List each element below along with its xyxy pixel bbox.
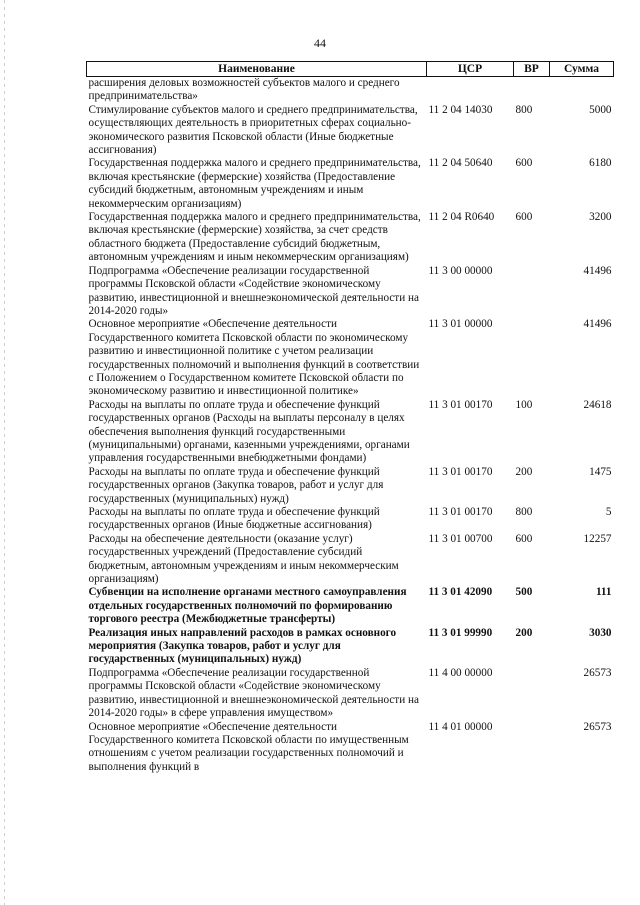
row-csr-cell: 11 3 01 00170 [428,398,493,411]
budget-table [86,61,614,774]
page-number: 44 [314,36,326,50]
table-row [87,466,614,506]
row-csr-cell: 11 2 04 R0640 [428,211,495,224]
row-sum-cell [550,77,614,104]
row-csr-cell: 11 3 01 00000 [428,318,493,331]
row-csr-cell: 11 4 00 00000 [428,666,493,679]
row-sum-cell: 111 [595,586,612,599]
table-row [87,506,614,533]
row-csr-cell: 11 3 01 00170 [428,465,493,478]
table-header-row [87,62,614,77]
row-vr-cell: 200 [515,626,533,639]
row-sum-cell: 3030 [589,626,612,639]
row-vr-cell: 600 [515,211,533,224]
row-csr-cell: 11 3 01 42090 [428,586,493,599]
row-sum-cell: 41496 [583,318,612,331]
row-csr-cell: 11 3 01 00700 [428,532,493,545]
row-sum-cell: 5000 [589,103,612,116]
row-csr-cell: 11 3 01 00170 [428,506,493,518]
row-name-cell: Расходы на обеспечение деятельности (оказание услуг) государственных учреждений (Предоставление субсидий бюджетным, автономным учреждениям и иным некоммерческим организациям) [88,532,399,586]
row-name-cell: расширения деловых возможностей субъектов малого и среднего предпринимательства» [88,77,400,103]
row-sum-cell: 12257 [583,532,612,545]
header-csr: ЦСР [427,62,514,77]
table-row [87,265,614,319]
row-vr-cell [514,265,550,319]
row-sum-cell: 6180 [589,157,612,170]
table-row [87,318,614,398]
row-name-cell: Основное мероприятие «Обеспечение деятельности Государственного комитета Псковской области по экономическому развитию и инвестиционной политике с учетом реализации государственных полномочий и выполнения функций в соответствии с Положением о Государственном комитете Псковской области по экономическому развитию и инвестиционной политике» [88,318,420,398]
table-row [87,399,614,466]
table-row [87,104,614,158]
table-row [87,586,614,626]
row-vr-cell [514,721,550,775]
table-row [87,627,614,667]
table-row [87,157,614,211]
row-vr-cell: 600 [515,157,533,170]
row-name-cell: Реализация иных направлений расходов в рамках основного мероприятия (Закупка товаров, работ и услуг для государственных (муниципальных) нужд) [88,626,397,666]
row-name-cell: Основное мероприятие «Обеспечение деятельности Государственного комитета Псковской области по имущественным отношениям с учетом реализации государственных полномочий и выполнения функций в [88,720,409,773]
row-name-cell: Государственная поддержка малого и среднего предпринимательства, включая крестьянские (фермерские) хозяйства (Предоставление субсидий бюджетным, автономным учреждениям и иным некоммерческим организациям) [88,157,421,210]
row-csr-cell: 11 2 04 14030 [428,103,493,116]
row-vr-cell: 800 [515,103,533,116]
row-csr-cell: 11 2 04 50640 [428,157,493,170]
row-sum-cell: 1475 [589,465,612,478]
row-name-cell: Расходы на выплаты по оплате труда и обеспечение функций государственных органов (Закупка товаров, работ и услуг для государственных (муниципальных) нужд) [88,465,384,505]
table-row [87,721,614,775]
row-vr-cell: 500 [515,586,533,599]
row-vr-cell [514,318,550,398]
row-vr-cell: 800 [515,506,533,518]
row-vr-cell: 200 [515,465,533,478]
scan-edge [4,0,5,905]
row-sum-cell: 3200 [589,211,612,224]
table-row [87,667,614,721]
row-name-cell: Субвенции на исполнение органами местного самоуправления отдельных государственных полномочий по формированию торгового реестра (Межбюджетные трансферты) [88,586,407,626]
row-sum-cell: 24618 [583,398,612,411]
header-sum: Сумма [550,62,614,77]
row-name-cell: Расходы на выплаты по оплате труда и обеспечение функций государственных органов (Расходы на выплаты персоналу в целях обеспечения выполнения функций государственными (муниципальными) органами, казенными учреждениями, органами управления государственными внебюджетными фондами) [88,398,410,465]
row-csr-cell: 11 3 01 99990 [428,626,493,639]
header-vr: ВР [514,62,550,77]
row-vr-cell: 600 [515,532,533,545]
row-sum-cell: 26573 [583,720,612,733]
row-vr-cell: 100 [515,398,533,411]
table-row [87,533,614,587]
row-csr-cell: 11 4 01 00000 [428,720,493,733]
row-sum-cell: 41496 [583,264,612,277]
table-row [87,211,614,265]
row-sum-cell: 5 [605,506,612,518]
table-row [87,77,614,104]
row-name-cell: Стимулирование субъектов малого и среднего предпринимательства, осуществляющих деятельность в приоритетных сферах социально-экономического развития Псковской области (Иные бюджетные ассигнования) [88,103,418,157]
row-name-cell: Подпрограмма «Обеспечение реализации государственной программы Псковской области «Содействие экономическому развитию, инвестиционной и внешнеэкономической деятельности на 2014-2020 годы» в сфере управления имуществом» [88,666,419,720]
row-name-cell: Государственная поддержка малого и среднего предпринимательства, включая крестьянские (фермерские) хозяйства, за счет средств областного бюджета (Предоставление субсидий бюджетным, автономным учреждениям и иным некоммерческим организациям) [88,211,421,264]
row-csr-cell [427,77,514,104]
row-sum-cell: 26573 [583,666,612,679]
row-vr-cell [514,77,550,104]
row-csr-cell: 11 3 00 00000 [428,264,493,277]
header-name: Наименование [87,62,427,77]
row-name-cell: Подпрограмма «Обеспечение реализации государственной программы Псковской области «Содействие экономическому развитию, инвестиционной и внешнеэкономической деятельности на 2014-2020 годы» [88,264,419,317]
row-name-cell: Расходы на выплаты по оплате труда и обеспечение функций государственных органов (Иные бюджетные ассигнования) [88,506,380,532]
row-vr-cell [514,667,550,721]
